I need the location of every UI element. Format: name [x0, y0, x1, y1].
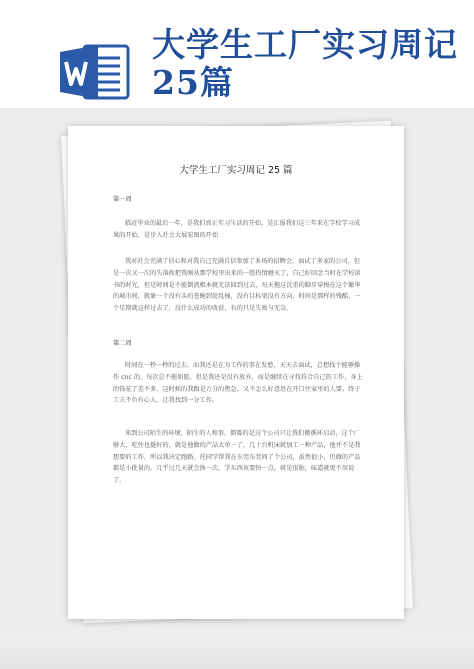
page-title: 大学生工厂实习周记25篇 [152, 25, 458, 102]
paragraph: 时间在一秒一秒的过去，而我还是在为工作的事在发愁，天天去面试，总想找个能够操作 cnc 的，每次总不能如愿。但是我还是没有放弃，而是继续在寻找符合自己的工作，身上的钱花了差不多，这时候的我跟是万分的焦急，又不怎么好意思在开口往家里的人要。终于工夫不负有心人，让我找到一分工作。 [113, 362, 363, 405]
paragraph: 临近毕业的最后一年，是我们真正实习生活的开始，是汇报我们这三年来在学校学习成果的开始，是步入社会大展宏图的开始 [113, 220, 361, 239]
paragraph: 来到公司陌生的环境、陌生的人和事，倒霉的是这个公司只让我们搬循环启动，这个厂够大，吃住也挺好的，就是他做的产品太单一了，几十台机床就加工一种产品，他并不是我想要的工作，所以我决定跑路。托同学帮我在东莞东莞问了个公司，虽然很小，但做的产品都是小批量的，几乎过几天就会换一次，学东西该要快一点，就是很脏，味道就更不用说了。 [113, 430, 361, 485]
section-heading-week2: 第二周 [113, 340, 132, 347]
footer-strip [0, 635, 474, 669]
word-document-icon [58, 42, 132, 102]
page-header [0, 0, 474, 110]
paragraph: 我对社会充满了信心和对我自己充满自信参加了多场的招聘会，面试了多家的公司，但是一次又一次的失落挨把我刚从那学校里出来的一腔热情磨灭了，自己好回念当时在学校读书的时光，但是时间是不能倒流根本就无法回到过去，每天拖这沉重的脚步穿梭在这个繁华的城市间，就象一个没有头的苍蝇到处乱撞，没有目标更没有方向，时间是那样的残酷，一个星期就这样过去了，没什么成功的收获，有的只是失败与无奈。 [113, 258, 361, 313]
document-title: 大学生工厂实习周记 25 篇 [179, 165, 293, 176]
document-page [68, 126, 404, 619]
section-heading-week1: 第一周 [113, 196, 132, 203]
